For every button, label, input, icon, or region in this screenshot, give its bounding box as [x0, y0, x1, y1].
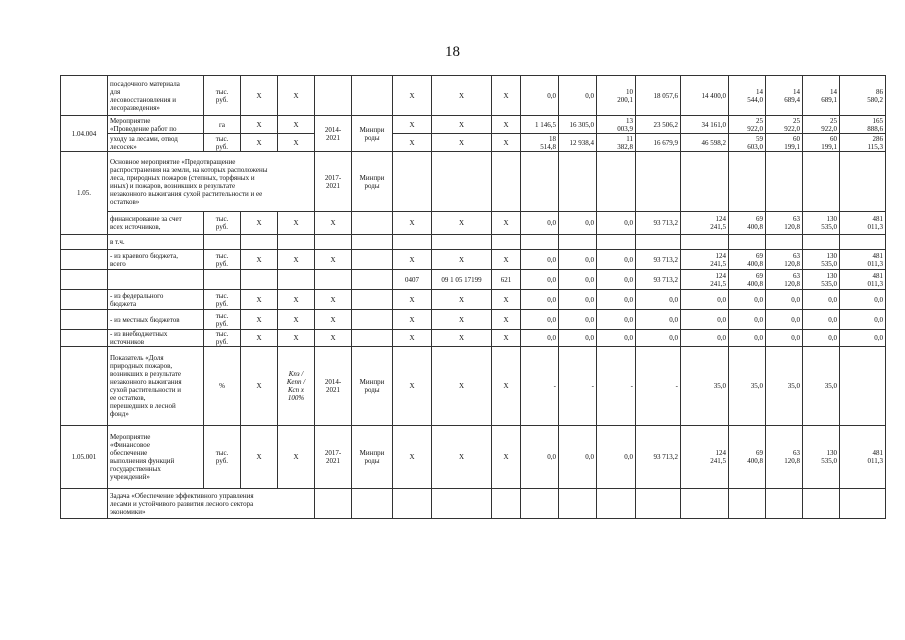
table-cell: 0,0	[521, 212, 559, 235]
table-cell: Х	[492, 76, 521, 116]
table-cell: Х	[241, 76, 278, 116]
table-cell: 2014- 2021	[315, 347, 352, 426]
table-cell	[393, 489, 432, 519]
table-cell	[352, 489, 393, 519]
table-cell	[108, 270, 204, 290]
table-cell: тыс. руб.	[204, 76, 241, 116]
table-cell	[840, 489, 886, 519]
table-cell: 0,0	[840, 330, 886, 347]
table-cell	[204, 235, 241, 250]
table-cell: 0,0	[636, 290, 681, 310]
table-cell: Х	[432, 426, 492, 489]
table-cell: Х	[241, 134, 278, 152]
table-cell: 16 679,9	[636, 134, 681, 152]
table-cell: Задача «Обеспечение эффективного управления лесами и устойчивого развития лесного сектора экономики»	[108, 489, 315, 519]
table-cell: 69 400,8	[729, 212, 766, 235]
table-cell: Х	[492, 116, 521, 134]
table-cell: 0,0	[559, 76, 597, 116]
table-cell: 25 922,0	[729, 116, 766, 134]
table-cell: га	[204, 116, 241, 134]
table-cell	[352, 212, 393, 235]
table-cell: -	[636, 347, 681, 426]
table-cell: Х	[278, 116, 315, 134]
table-cell: 130 535,0	[803, 250, 840, 270]
table-cell	[393, 152, 432, 212]
table-row	[61, 310, 886, 330]
table-cell: 0,0	[803, 290, 840, 310]
table-cell: 0,0	[840, 290, 886, 310]
table-cell: 124 241,5	[681, 270, 729, 290]
table-cell: 63 120,8	[766, 250, 803, 270]
table-cell: 481 011,3	[840, 250, 886, 270]
table-cell: 621	[492, 270, 521, 290]
table-cell	[432, 489, 492, 519]
program-table	[60, 75, 886, 519]
table-cell: Х	[492, 426, 521, 489]
table-cell: 34 161,0	[681, 116, 729, 134]
table-cell: 165 888,6	[840, 116, 886, 134]
table-cell	[597, 489, 636, 519]
table-cell: Х	[241, 212, 278, 235]
table-cell: 481 011,3	[840, 426, 886, 489]
table-cell: Х	[278, 426, 315, 489]
table-row	[61, 330, 886, 347]
table-cell: 0,0	[766, 290, 803, 310]
table-cell	[521, 235, 559, 250]
table-cell: 35,0	[729, 347, 766, 426]
table-cell: 1.04.004	[61, 116, 108, 152]
table-cell	[803, 235, 840, 250]
table-cell: Х	[393, 347, 432, 426]
table-cell: - из краевого бюджета, всего	[108, 250, 204, 270]
table-row	[61, 347, 886, 426]
table-cell	[766, 489, 803, 519]
table-cell	[492, 152, 521, 212]
table-cell: 481 011,3	[840, 270, 886, 290]
table-cell	[241, 235, 278, 250]
table-cell: 1 146,5	[521, 116, 559, 134]
table-cell: Х	[315, 290, 352, 310]
table-cell: Х	[393, 426, 432, 489]
table-cell: 0,0	[597, 310, 636, 330]
table-cell: Х	[278, 250, 315, 270]
table-cell: Х	[393, 310, 432, 330]
table-cell: Минпри роды	[352, 426, 393, 489]
table-cell	[352, 310, 393, 330]
table-cell	[559, 489, 597, 519]
table-cell: 0,0	[597, 250, 636, 270]
table-cell: 69 400,8	[729, 426, 766, 489]
table-cell: Основное мероприятие «Предотвращение распространения на земли, на которых расположены леса, природных пожаров (степных, торфяных и иных) и пожаров, возникших в результате незаконного выжигания сухой растительности и ее остатков»	[108, 152, 315, 212]
table-cell: Х	[241, 250, 278, 270]
table-cell: -	[521, 347, 559, 426]
table-cell: 0,0	[840, 310, 886, 330]
table-cell: 1.05.	[61, 152, 108, 235]
table-cell	[636, 489, 681, 519]
table-cell: Х	[432, 330, 492, 347]
table-cell: Х	[492, 290, 521, 310]
table-cell: Х	[393, 212, 432, 235]
table-cell	[803, 152, 840, 212]
table-cell: 35,0	[803, 347, 840, 426]
table-cell: 63 120,8	[766, 212, 803, 235]
table-cell: 124 241,5	[681, 212, 729, 235]
table-cell	[492, 489, 521, 519]
table-cell	[61, 347, 108, 426]
table-cell: в т.ч.	[108, 235, 204, 250]
table-row	[61, 152, 886, 212]
table-cell	[803, 489, 840, 519]
table-cell: -	[559, 347, 597, 426]
table-cell: Х	[393, 290, 432, 310]
table-cell	[636, 152, 681, 212]
table-cell	[315, 235, 352, 250]
table-cell	[61, 270, 108, 290]
table-cell: -	[597, 347, 636, 426]
table-cell: %	[204, 347, 241, 426]
table-cell: 130 535,0	[803, 426, 840, 489]
table-cell: 11 382,8	[597, 134, 636, 152]
table-cell	[729, 489, 766, 519]
table-cell: 35,0	[681, 347, 729, 426]
table-cell: 18 514,8	[521, 134, 559, 152]
table-cell	[766, 235, 803, 250]
table-cell: 481 011,3	[840, 212, 886, 235]
table-cell: финансирование за счет всех источников,	[108, 212, 204, 235]
table-cell: 0,0	[559, 426, 597, 489]
table-cell: 0,0	[597, 212, 636, 235]
table-cell: Х	[393, 134, 432, 152]
table-row	[61, 212, 886, 235]
table-cell	[597, 235, 636, 250]
table-cell: тыс. руб.	[204, 426, 241, 489]
table-cell	[840, 347, 886, 426]
table-cell: 0,0	[681, 290, 729, 310]
table-cell: 23 506,2	[636, 116, 681, 134]
table-cell: Минпри роды	[352, 347, 393, 426]
table-cell	[766, 152, 803, 212]
table-cell: Х	[393, 116, 432, 134]
table-cell: Кпз / Кепп / Ксп х 100%	[278, 347, 315, 426]
table-cell: тыс. руб.	[204, 212, 241, 235]
table-cell: 2017- 2021	[315, 426, 352, 489]
table-cell: 93 713,2	[636, 212, 681, 235]
table-cell: Х	[241, 330, 278, 347]
table-cell: Х	[315, 310, 352, 330]
table-cell: 60 199,1	[766, 134, 803, 152]
table-cell: Х	[432, 212, 492, 235]
table-cell: 14 544,0	[729, 76, 766, 116]
table-cell: 0,0	[766, 330, 803, 347]
table-cell: 0,0	[559, 212, 597, 235]
table-cell: Х	[492, 330, 521, 347]
table-cell: Х	[278, 330, 315, 347]
table-cell	[352, 76, 393, 116]
table-cell: Х	[432, 134, 492, 152]
table-row	[61, 426, 886, 489]
table-cell: Х	[432, 347, 492, 426]
table-cell: 2017- 2021	[315, 152, 352, 212]
table-cell: 0,0	[521, 290, 559, 310]
table-row	[61, 290, 886, 310]
table-cell: 16 305,0	[559, 116, 597, 134]
table-cell: Х	[393, 250, 432, 270]
table-cell: 0,0	[729, 290, 766, 310]
table-cell	[559, 152, 597, 212]
table-cell: Минпри роды	[352, 116, 393, 152]
table-cell: 10 200,1	[597, 76, 636, 116]
table-cell: посадочного материала для лесовосстановления и лесоразведения»	[108, 76, 204, 116]
table-cell: 0,0	[597, 330, 636, 347]
table-cell: 59 603,0	[729, 134, 766, 152]
table-cell: 14 689,1	[803, 76, 840, 116]
table-cell: 0,0	[803, 330, 840, 347]
table-cell: 0,0	[597, 290, 636, 310]
table-cell	[352, 290, 393, 310]
table-cell: Х	[432, 250, 492, 270]
table-cell: 0,0	[636, 330, 681, 347]
table-cell: 86 580,2	[840, 76, 886, 116]
table-cell: 60 199,1	[803, 134, 840, 152]
table-cell	[681, 235, 729, 250]
table-cell: Х	[432, 76, 492, 116]
table-cell: 0,0	[521, 270, 559, 290]
table-cell: 63 120,8	[766, 426, 803, 489]
table-cell	[315, 270, 352, 290]
table-cell	[432, 152, 492, 212]
table-cell: 0,0	[559, 330, 597, 347]
table-cell	[278, 235, 315, 250]
table-cell: Х	[278, 310, 315, 330]
table-cell	[352, 330, 393, 347]
table-cell: 93 713,2	[636, 270, 681, 290]
table-cell: Х	[432, 116, 492, 134]
table-cell: Х	[315, 330, 352, 347]
table-cell: Х	[278, 76, 315, 116]
table-cell: уходу за лесами, отвод лесосек»	[108, 134, 204, 152]
table-cell: Х	[278, 134, 315, 152]
table-cell: 12 938,4	[559, 134, 597, 152]
table-cell	[352, 250, 393, 270]
table-cell	[61, 310, 108, 330]
table-cell: 09 1 05 17199	[432, 270, 492, 290]
table-cell: 35,0	[766, 347, 803, 426]
table-cell: 0407	[393, 270, 432, 290]
table-cell	[315, 76, 352, 116]
table-cell: 69 400,8	[729, 270, 766, 290]
table-cell	[278, 270, 315, 290]
table-cell: 0,0	[636, 310, 681, 330]
table-cell: Мероприятие «Проведение работ по	[108, 116, 204, 134]
table-cell: Х	[492, 134, 521, 152]
table-cell	[840, 152, 886, 212]
table-cell: 286 115,3	[840, 134, 886, 152]
table-cell: 2014- 2021	[315, 116, 352, 152]
table-cell: Х	[393, 76, 432, 116]
table-cell: Х	[241, 290, 278, 310]
table-cell: Х	[492, 310, 521, 330]
table-cell: Х	[241, 426, 278, 489]
table-cell: 0,0	[521, 76, 559, 116]
table-cell	[61, 76, 108, 116]
table-cell: 14 400,0	[681, 76, 729, 116]
table-cell: 0,0	[559, 310, 597, 330]
table-cell	[352, 235, 393, 250]
table-cell: Х	[432, 310, 492, 330]
table-cell: 0,0	[559, 290, 597, 310]
table-cell: 0,0	[597, 426, 636, 489]
table-cell: 0,0	[729, 310, 766, 330]
table-cell: 0,0	[681, 310, 729, 330]
table-cell: Показатель «Доля природных пожаров, возникших в результате незаконного выжигания сухой растительности и ее остатков, перешедших в лесной фонд»	[108, 347, 204, 426]
table-cell: Х	[241, 310, 278, 330]
table-cell: 25 922,0	[766, 116, 803, 134]
table-row	[61, 76, 886, 116]
table-cell: 0,0	[521, 426, 559, 489]
table-cell	[61, 250, 108, 270]
table-cell: 0,0	[766, 310, 803, 330]
table-cell	[432, 235, 492, 250]
table-cell: 0,0	[559, 250, 597, 270]
table-cell	[681, 489, 729, 519]
table-cell: 46 598,2	[681, 134, 729, 152]
table-cell: 0,0	[803, 310, 840, 330]
table-cell: Х	[315, 212, 352, 235]
table-cell	[521, 152, 559, 212]
table-cell	[636, 235, 681, 250]
table-cell: 0,0	[521, 330, 559, 347]
table-cell: Х	[492, 347, 521, 426]
table-cell: Х	[492, 250, 521, 270]
table-cell	[61, 235, 108, 250]
table-row	[61, 270, 886, 290]
table-cell: тыс. руб.	[204, 134, 241, 152]
table-cell	[492, 235, 521, 250]
table-cell: - из внебюджетных источников	[108, 330, 204, 347]
table-cell: тыс. руб.	[204, 290, 241, 310]
table-cell	[61, 290, 108, 310]
table-cell: 25 922,0	[803, 116, 840, 134]
table-cell: 0,0	[597, 270, 636, 290]
table-cell: 69 400,8	[729, 250, 766, 270]
table-cell	[315, 489, 352, 519]
table-cell	[729, 152, 766, 212]
table-cell	[204, 270, 241, 290]
table-row	[61, 235, 886, 250]
table-cell: 0,0	[559, 270, 597, 290]
table-cell: Х	[241, 116, 278, 134]
table-row	[61, 250, 886, 270]
table-cell	[729, 235, 766, 250]
table-cell: Х	[492, 212, 521, 235]
table-cell: Х	[393, 330, 432, 347]
table-cell: Минпри роды	[352, 152, 393, 212]
table-cell: - из местных бюджетов	[108, 310, 204, 330]
table-cell: - из федерального бюджета	[108, 290, 204, 310]
table-cell: 93 713,2	[636, 250, 681, 270]
table-cell: тыс. руб.	[204, 250, 241, 270]
table-cell: 13 003,9	[597, 116, 636, 134]
table-cell	[241, 270, 278, 290]
table-cell: 0,0	[729, 330, 766, 347]
table-cell: 93 713,2	[636, 426, 681, 489]
table-cell	[521, 489, 559, 519]
table-cell: 1.05.001	[61, 426, 108, 489]
table-cell: 0,0	[521, 250, 559, 270]
table-cell	[61, 489, 108, 519]
table-cell: 130 535,0	[803, 212, 840, 235]
table-cell: Х	[241, 347, 278, 426]
table-cell: 130 535,0	[803, 270, 840, 290]
page-number: 18	[445, 44, 460, 60]
table-row	[61, 116, 886, 134]
table-cell: Мероприятие «Финансовое обеспечение выполнения функций государственных учреждений»	[108, 426, 204, 489]
table-cell	[559, 235, 597, 250]
table-cell: 124 241,5	[681, 250, 729, 270]
table-cell: тыс. руб.	[204, 330, 241, 347]
table-cell: 0,0	[681, 330, 729, 347]
table-cell	[840, 235, 886, 250]
table-cell: 0,0	[521, 310, 559, 330]
table-cell	[352, 270, 393, 290]
table-row	[61, 489, 886, 519]
table-cell: 63 120,8	[766, 270, 803, 290]
table-cell: Х	[278, 212, 315, 235]
table-cell	[681, 152, 729, 212]
table-row	[61, 134, 886, 152]
table-cell	[597, 152, 636, 212]
table-cell	[393, 235, 432, 250]
table-cell: Х	[278, 290, 315, 310]
table-cell: 18 057,6	[636, 76, 681, 116]
table-cell: Х	[315, 250, 352, 270]
table-cell: 124 241,5	[681, 426, 729, 489]
table-cell	[61, 330, 108, 347]
table-cell: Х	[432, 290, 492, 310]
table-cell: тыс. руб.	[204, 310, 241, 330]
table-cell: 14 689,4	[766, 76, 803, 116]
